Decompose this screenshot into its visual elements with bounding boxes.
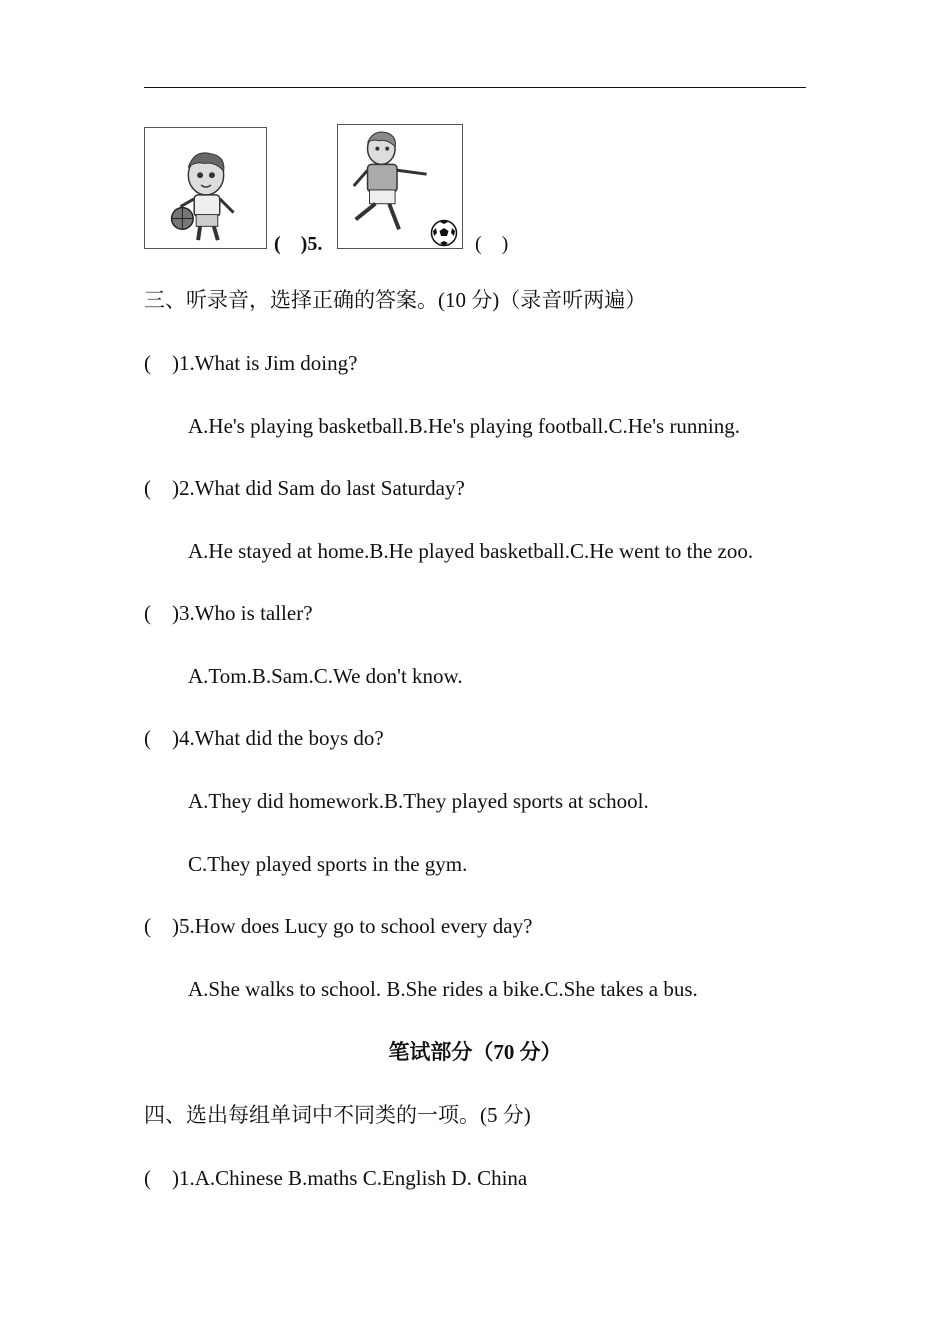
- question-2-stem[interactable]: ( )2.What did Sam do last Saturday?: [144, 476, 465, 500]
- header-rule: [144, 87, 806, 88]
- section-4-heading: 四、选出每组单词中不同类的一项。(5 分): [144, 1103, 531, 1127]
- soccer-ball-icon: [430, 219, 458, 247]
- section-4-question-1[interactable]: ( )1.A.Chinese B.maths C.English D. China: [144, 1166, 528, 1190]
- question-3-stem[interactable]: ( )3.Who is taller?: [144, 601, 313, 625]
- question-4-options-line-1: A.They did homework.B.They played sports at school.: [188, 789, 649, 813]
- picture-5-answer-bracket[interactable]: ( ): [475, 233, 509, 255]
- question-1-stem[interactable]: ( )1.What is Jim doing?: [144, 351, 358, 375]
- question-1-options: A.He's playing basketball.B.He's playing football.C.He's running.: [188, 414, 741, 438]
- question-4-stem[interactable]: ( )4.What did the boys do?: [144, 726, 384, 750]
- boy-dribbling-basketball-icon: [145, 128, 266, 248]
- picture-4-answer-bracket[interactable]: ( )5.: [274, 233, 323, 255]
- question-2-options: A.He stayed at home.B.He played basketball.C.He went to the zoo.: [188, 539, 754, 563]
- question-3-options: A.Tom.B.Sam.C.We don't know.: [188, 664, 463, 688]
- question-5-stem[interactable]: ( )5.How does Lucy go to school every day?: [144, 914, 533, 938]
- question-4-options-line-2: C.They played sports in the gym.: [188, 852, 468, 876]
- written-part-title: 笔试部分（70 分）: [388, 1040, 562, 1064]
- section-3-heading: 三、听录音，选择正确的答案。(10 分)（录音听两遍）: [144, 288, 647, 312]
- picture-basketball-boy: [144, 127, 267, 249]
- question-5-options: A.She walks to school. B.She rides a bike.C.She takes a bus.: [188, 977, 698, 1001]
